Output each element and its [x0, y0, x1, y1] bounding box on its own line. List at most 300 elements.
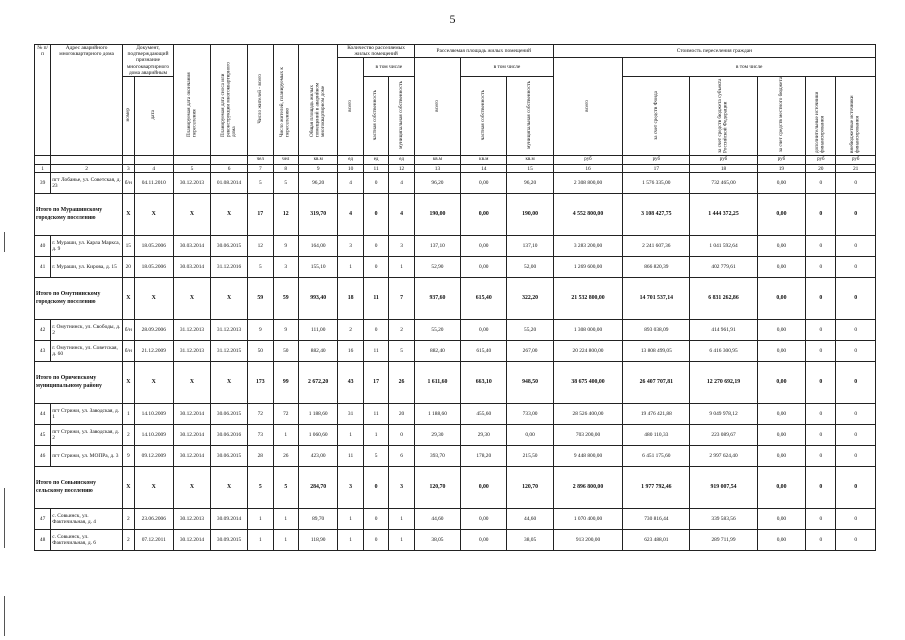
- table-cell: 0: [363, 173, 388, 194]
- header-rooms-group: Количество расселяемых жилых помещений: [338, 45, 414, 58]
- subtotal-cell: X: [134, 362, 173, 404]
- table-cell: 14.10.2009: [134, 404, 173, 425]
- table-cell: 1: [338, 509, 363, 530]
- subtotal-cell: X: [173, 467, 210, 509]
- header-cost-local: за счет средств местного бюджета: [757, 77, 806, 156]
- table-cell: б/н: [123, 173, 135, 194]
- table-cell: 215,50: [507, 446, 553, 467]
- table-cell: 414 961,91: [690, 320, 757, 341]
- table-cell: 11: [363, 404, 388, 425]
- table-cell: 733,00: [507, 404, 553, 425]
- table-cell: 23.06.2006: [134, 509, 173, 530]
- subtotal-cell: 173: [248, 362, 273, 404]
- unit-cell: [51, 156, 123, 165]
- subtotal-cell: 2 896 800,00: [553, 467, 622, 509]
- table-cell: 882,40: [414, 341, 460, 362]
- unit-cell: ед: [389, 156, 414, 165]
- subtotal-cell: 3: [338, 467, 363, 509]
- subtotal-cell: X: [123, 362, 135, 404]
- table-cell: 11: [338, 446, 363, 467]
- header-area-including: в том числе: [461, 58, 554, 77]
- subtotal-cell: 0: [836, 362, 876, 404]
- table-cell: 0,00: [757, 236, 806, 257]
- subtotal-cell: X: [123, 194, 135, 236]
- unit-cell: руб: [623, 156, 690, 165]
- table-cell: 137,10: [507, 236, 553, 257]
- header-document: Документ, подтверждающий признание многоквартирного дома аварийным: [123, 45, 174, 77]
- table-cell: 9: [273, 320, 298, 341]
- table-cell: 52,90: [414, 257, 460, 278]
- column-number-cell: 11: [363, 165, 388, 173]
- subtotal-cell: X: [173, 362, 210, 404]
- table-cell: 1: [389, 509, 414, 530]
- table-row: [35, 236, 876, 257]
- subtotal-cell: X: [211, 362, 248, 404]
- address-cell: с. Совьинск, ул. Фактичильная, д. 4: [51, 509, 123, 530]
- table-cell: 703 200,00: [553, 425, 622, 446]
- table-cell: 26: [273, 446, 298, 467]
- table-cell: 0,00: [757, 173, 806, 194]
- subtotal-cell: 4: [389, 194, 414, 236]
- table-cell: 1: [338, 257, 363, 278]
- unit-cell: ед: [338, 156, 363, 165]
- subtotal-cell: 12: [273, 194, 298, 236]
- table-cell: 31.12.2013: [211, 320, 248, 341]
- column-number-cell: 1: [35, 165, 51, 173]
- unit-cell: [173, 156, 210, 165]
- table-cell: 44,60: [507, 509, 553, 530]
- table-cell: 14.10.2009: [134, 425, 173, 446]
- subtotal-cell: 0,00: [757, 194, 806, 236]
- scan-edge-mark: [4, 488, 5, 548]
- subtotal-row: [35, 194, 876, 236]
- table-cell: 20: [389, 404, 414, 425]
- header-cost-fund: за счет средств Фонда: [623, 77, 690, 156]
- table-cell: 30.06.2015: [211, 404, 248, 425]
- subtotal-cell: 0: [806, 278, 836, 320]
- header-rooms-private: частная собственность: [363, 77, 388, 156]
- subtotal-cell: 0: [806, 362, 836, 404]
- table-cell: 223 089,67: [690, 425, 757, 446]
- table-cell: 0,00: [757, 257, 806, 278]
- subtotal-cell: 26 407 707,81: [623, 362, 690, 404]
- subtotal-cell: 948,50: [507, 362, 553, 404]
- table-cell: 1: [338, 530, 363, 551]
- table-cell: 42: [35, 320, 51, 341]
- table-cell: 30.12.2014: [173, 446, 210, 467]
- table-cell: 0: [836, 404, 876, 425]
- table-cell: 4: [389, 173, 414, 194]
- subtotal-cell: 322,20: [507, 278, 553, 320]
- table-cell: 44,60: [414, 509, 460, 530]
- table-cell: 0,00: [461, 509, 507, 530]
- table-cell: 43: [35, 341, 51, 362]
- table-cell: 882,40: [299, 341, 338, 362]
- table-row: [35, 509, 876, 530]
- table-cell: 0: [806, 425, 836, 446]
- header-doc-date: дата: [134, 77, 173, 156]
- subtotal-cell: 43: [338, 362, 363, 404]
- subtotal-row: [35, 467, 876, 509]
- table-cell: 38,05: [414, 530, 460, 551]
- table-cell: 9: [123, 446, 135, 467]
- subtotal-cell: 2 672,20: [299, 362, 338, 404]
- address-cell: пгт Стрижи, ул. МОПРа, д. 3: [51, 446, 123, 467]
- table-cell: 0: [806, 509, 836, 530]
- table-cell: 89,70: [299, 509, 338, 530]
- header-rooms-municipal: муниципальная собственность: [389, 77, 414, 156]
- table-cell: 31: [338, 404, 363, 425]
- subtotal-cell: 14 701 537,14: [623, 278, 690, 320]
- subtotal-cell: 937,60: [414, 278, 460, 320]
- header-cost-group: Стоимость переселения граждан: [553, 45, 875, 58]
- subtotal-cell: 0: [806, 467, 836, 509]
- table-cell: 0,00: [757, 341, 806, 362]
- table-cell: 0: [836, 341, 876, 362]
- subtotal-cell: 120,70: [507, 467, 553, 509]
- header-cost-total: всего: [553, 58, 622, 156]
- table-cell: 2 241 607,36: [623, 236, 690, 257]
- subtotal-cell: 11: [363, 278, 388, 320]
- table-cell: 164,00: [299, 236, 338, 257]
- header-area-total: всего: [414, 58, 460, 156]
- table-cell: 72: [248, 404, 273, 425]
- table-cell: 31.12.2016: [211, 257, 248, 278]
- table-cell: 0: [806, 173, 836, 194]
- header-num: № п/п: [35, 45, 51, 156]
- table-cell: 3: [338, 236, 363, 257]
- column-number-cell: 9: [299, 165, 338, 173]
- table-cell: 0,00: [757, 530, 806, 551]
- column-number-cell: 20: [806, 165, 836, 173]
- subtotal-cell: X: [211, 194, 248, 236]
- table-cell: 1 188,60: [414, 404, 460, 425]
- subtotal-cell: 7: [389, 278, 414, 320]
- table-cell: 50: [273, 341, 298, 362]
- subtotal-cell: 0,00: [757, 278, 806, 320]
- table-cell: 1: [248, 509, 273, 530]
- table-cell: 0,00: [757, 509, 806, 530]
- unit-cell: ед: [363, 156, 388, 165]
- subtotal-cell: 663,10: [461, 362, 507, 404]
- table-cell: 0: [836, 320, 876, 341]
- table-cell: 1: [273, 530, 298, 551]
- address-cell: г. Мураши, ул. Кирова, д. 15: [51, 257, 123, 278]
- table-cell: 09.12.2009: [134, 446, 173, 467]
- table-cell: 9 049 978,12: [690, 404, 757, 425]
- header-rooms-total: всего: [338, 58, 363, 156]
- unit-cell: руб: [553, 156, 622, 165]
- table-cell: 9: [248, 320, 273, 341]
- table-cell: 39: [35, 173, 51, 194]
- table-row: [35, 404, 876, 425]
- table-cell: 9 448 800,00: [553, 446, 622, 467]
- unit-cell: руб: [757, 156, 806, 165]
- table-cell: 47: [35, 509, 51, 530]
- table-cell: 28.09.2006: [134, 320, 173, 341]
- table-cell: 0: [389, 425, 414, 446]
- header-residents-total: Число жителей - всего: [248, 45, 273, 156]
- header-address: Адрес аварийного многоквартирного дома: [51, 45, 123, 156]
- scan-edge-mark: [4, 596, 5, 636]
- table-cell: 20: [123, 257, 135, 278]
- subtotal-cell: X: [173, 278, 210, 320]
- table-row: [35, 341, 876, 362]
- table-cell: 3: [389, 236, 414, 257]
- table-cell: 893 038,09: [623, 320, 690, 341]
- subtotal-row: [35, 362, 876, 404]
- table-cell: 455,60: [461, 404, 507, 425]
- address-cell: пгт Стрижи, ул. Заводская, д. 2: [51, 425, 123, 446]
- subtotal-cell: 284,70: [299, 467, 338, 509]
- subtotal-cell: 99: [273, 362, 298, 404]
- column-number-cell: 6: [211, 165, 248, 173]
- table-cell: 30.06.2015: [211, 446, 248, 467]
- table-cell: 46: [35, 446, 51, 467]
- subtotal-cell: 319,70: [299, 194, 338, 236]
- subtotal-cell: 0: [363, 467, 388, 509]
- unit-cell: чел: [273, 156, 298, 165]
- table-cell: 16: [338, 341, 363, 362]
- subtotal-cell: 190,00: [507, 194, 553, 236]
- table-cell: 1: [123, 404, 135, 425]
- subtotal-cell: 38 675 400,00: [553, 362, 622, 404]
- table-cell: 0,00: [461, 173, 507, 194]
- unit-cell: руб: [836, 156, 876, 165]
- table-cell: 5: [248, 257, 273, 278]
- subtotal-cell: 3 108 427,75: [623, 194, 690, 236]
- table-cell: 30.03.2014: [173, 236, 210, 257]
- table-cell: 0: [836, 173, 876, 194]
- subtotal-cell: 0,00: [757, 362, 806, 404]
- subtotal-cell: X: [134, 194, 173, 236]
- table-cell: 0,00: [757, 446, 806, 467]
- table-cell: 5: [248, 173, 273, 194]
- header-planned-demolition-date: Планируемая дата сноса или реконструкции многоквартирного дома: [211, 45, 248, 156]
- subtotal-cell: 21 532 800,00: [553, 278, 622, 320]
- table-cell: 1 060,60: [299, 425, 338, 446]
- table-cell: 73: [248, 425, 273, 446]
- table-cell: 30.09.2014: [211, 509, 248, 530]
- subtotal-cell: 17: [363, 362, 388, 404]
- column-number-cell: 5: [173, 165, 210, 173]
- table-cell: 1 308 000,00: [553, 320, 622, 341]
- table-cell: 1 070 400,00: [553, 509, 622, 530]
- table-cell: 1 188,60: [299, 404, 338, 425]
- subtotal-cell: 0: [836, 278, 876, 320]
- table-cell: 0: [836, 425, 876, 446]
- table-cell: 1 041 592,64: [690, 236, 757, 257]
- header-total-area: Общая площадь жилых помещений в аварийном многоквартирном доме: [299, 45, 338, 156]
- table-body: [35, 173, 876, 551]
- subtotal-cell: 5: [273, 467, 298, 509]
- table-cell: 30.06.2016: [211, 425, 248, 446]
- column-number-cell: 3: [123, 165, 135, 173]
- header-cost-extra: внебюджетные источники финансирования: [836, 77, 876, 156]
- table-cell: 4: [338, 173, 363, 194]
- table-cell: 20 224 800,00: [553, 341, 622, 362]
- table-cell: 0,00: [757, 320, 806, 341]
- table-cell: 730 816,44: [623, 509, 690, 530]
- subtotal-cell: 12 270 692,19: [690, 362, 757, 404]
- subtotal-cell: 0: [806, 194, 836, 236]
- subtotal-cell: 26: [389, 362, 414, 404]
- table-cell: 18.05.2006: [134, 257, 173, 278]
- subtotal-label: Итого по Совьинскому сельскому поселению: [35, 467, 123, 509]
- column-number-cell: 7: [248, 165, 273, 173]
- table-cell: 2: [389, 320, 414, 341]
- table-cell: 0: [806, 257, 836, 278]
- table-cell: 30.12.2014: [173, 425, 210, 446]
- subtotal-cell: 0: [363, 194, 388, 236]
- column-number-cell: 12: [389, 165, 414, 173]
- header-rooms-including: в том числе: [363, 58, 414, 77]
- table-cell: 2: [123, 425, 135, 446]
- table-cell: 118,90: [299, 530, 338, 551]
- table-cell: 30.09.2015: [211, 530, 248, 551]
- header-area-private: частная собственность: [461, 77, 507, 156]
- table-cell: 0,00: [461, 530, 507, 551]
- subtotal-label: Итого по Мурашинскому городскому поселению: [35, 194, 123, 236]
- table-cell: 30.06.2015: [211, 236, 248, 257]
- table-cell: 1: [389, 530, 414, 551]
- address-cell: г. Омутнинск, ул. Советская, д. 60: [51, 341, 123, 362]
- table-cell: 45: [35, 425, 51, 446]
- table-cell: 0: [806, 341, 836, 362]
- table-cell: 0,00: [461, 257, 507, 278]
- column-number-cell: 2: [51, 165, 123, 173]
- table-cell: 19 476 421,88: [623, 404, 690, 425]
- header-residents-planned: Число жителей, планируемых к переселению: [273, 45, 298, 156]
- column-number-cell: 19: [757, 165, 806, 173]
- table-cell: 480 110,33: [623, 425, 690, 446]
- subtotal-cell: 993,40: [299, 278, 338, 320]
- table-cell: 15: [123, 236, 135, 257]
- table-cell: 289 711,99: [690, 530, 757, 551]
- subtotal-cell: 0,00: [461, 467, 507, 509]
- table-cell: 423,00: [299, 446, 338, 467]
- subtotal-cell: 3: [389, 467, 414, 509]
- table-cell: 12: [248, 236, 273, 257]
- table-cell: 96,20: [299, 173, 338, 194]
- unit-cell: чел: [248, 156, 273, 165]
- subtotal-cell: 1 977 792,46: [623, 467, 690, 509]
- table-cell: 13 808 499,05: [623, 341, 690, 362]
- unit-cell: [211, 156, 248, 165]
- subtotal-cell: X: [211, 467, 248, 509]
- unit-cell: [123, 156, 135, 165]
- address-cell: с. Совьинск, ул. Фактичильная, д. 6: [51, 530, 123, 551]
- table-cell: 72: [273, 404, 298, 425]
- table-cell: 137,10: [414, 236, 460, 257]
- header-planned-relocation-date: Планируемая дата окончания переселения: [173, 45, 210, 156]
- header-doc-number: номер: [123, 77, 135, 156]
- page-number: 5: [449, 12, 456, 26]
- column-number-cell: 16: [553, 165, 622, 173]
- header-cost-regional: за счет средств бюджета субъекта Российской Федерации: [690, 77, 757, 156]
- table-row: [35, 173, 876, 194]
- table-cell: 9: [273, 236, 298, 257]
- subtotal-cell: 5: [248, 467, 273, 509]
- table-cell: 1: [338, 425, 363, 446]
- subtotal-cell: 190,00: [414, 194, 460, 236]
- table-cell: 0: [806, 446, 836, 467]
- unit-cell: кв.м: [461, 156, 507, 165]
- table-cell: 2: [123, 509, 135, 530]
- table-cell: б/н: [123, 320, 135, 341]
- table-cell: 2: [123, 530, 135, 551]
- table-cell: 48: [35, 530, 51, 551]
- table-cell: 0: [836, 509, 876, 530]
- table-cell: 2 308 800,00: [553, 173, 622, 194]
- unit-cell: руб: [806, 156, 836, 165]
- table-cell: 6 416 300,95: [690, 341, 757, 362]
- table-cell: 393,70: [414, 446, 460, 467]
- scan-edge-mark: [4, 232, 5, 252]
- table-cell: 0,00: [461, 236, 507, 257]
- table-cell: 50: [248, 341, 273, 362]
- table-cell: 29,30: [414, 425, 460, 446]
- table-cell: 30.12.2014: [173, 530, 210, 551]
- unit-cell: кв.м: [414, 156, 460, 165]
- subtotal-cell: 0: [836, 467, 876, 509]
- column-number-cell: 21: [836, 165, 876, 173]
- table-cell: 07.12.2011: [134, 530, 173, 551]
- table-cell: 0: [836, 446, 876, 467]
- table-cell: 178,20: [461, 446, 507, 467]
- header-cost-including: в том числе: [623, 58, 876, 77]
- table-cell: 5: [389, 341, 414, 362]
- table-cell: 04.11.2010: [134, 173, 173, 194]
- table-cell: 30.12.2013: [173, 173, 210, 194]
- table-cell: 40: [35, 236, 51, 257]
- table-cell: 55,20: [507, 320, 553, 341]
- table-cell: 2 997 624,40: [690, 446, 757, 467]
- address-cell: г. Мураши, ул. Карла Маркса, д. 9: [51, 236, 123, 257]
- table-cell: 01.08.2014: [211, 173, 248, 194]
- subtotal-cell: 6 831 262,86: [690, 278, 757, 320]
- table-row: [35, 425, 876, 446]
- table-cell: 52,00: [507, 257, 553, 278]
- header-cost-additional: дополнительные источники финансирования: [806, 77, 836, 156]
- table-cell: 402 779,61: [690, 257, 757, 278]
- table-cell: 3: [273, 257, 298, 278]
- column-numbers-row: [35, 165, 876, 173]
- table-cell: 1 576 335,00: [623, 173, 690, 194]
- table-cell: 31.12.2013: [173, 341, 210, 362]
- table-cell: 31.12.2013: [173, 320, 210, 341]
- table-cell: 155,10: [299, 257, 338, 278]
- subtotal-row: [35, 278, 876, 320]
- table-cell: 339 583,56: [690, 509, 757, 530]
- table-cell: 615,40: [461, 341, 507, 362]
- address-cell: пгт Стрижи, ул. Заводская, д. 1: [51, 404, 123, 425]
- subtotal-cell: 4 552 800,00: [553, 194, 622, 236]
- table-cell: 41: [35, 257, 51, 278]
- subtotal-cell: X: [123, 467, 135, 509]
- subtotal-cell: X: [123, 278, 135, 320]
- table-cell: 0,00: [507, 425, 553, 446]
- table-cell: 31.12.2015: [211, 341, 248, 362]
- subtotal-cell: 18: [338, 278, 363, 320]
- subtotal-cell: 59: [248, 278, 273, 320]
- table-cell: 0: [363, 257, 388, 278]
- subtotal-cell: 120,70: [414, 467, 460, 509]
- table-cell: 30.12.2013: [173, 509, 210, 530]
- subtotal-label: Итого по Омутнинскому городскому поселению: [35, 278, 123, 320]
- subtotal-cell: 919 007,54: [690, 467, 757, 509]
- table-cell: 267,00: [507, 341, 553, 362]
